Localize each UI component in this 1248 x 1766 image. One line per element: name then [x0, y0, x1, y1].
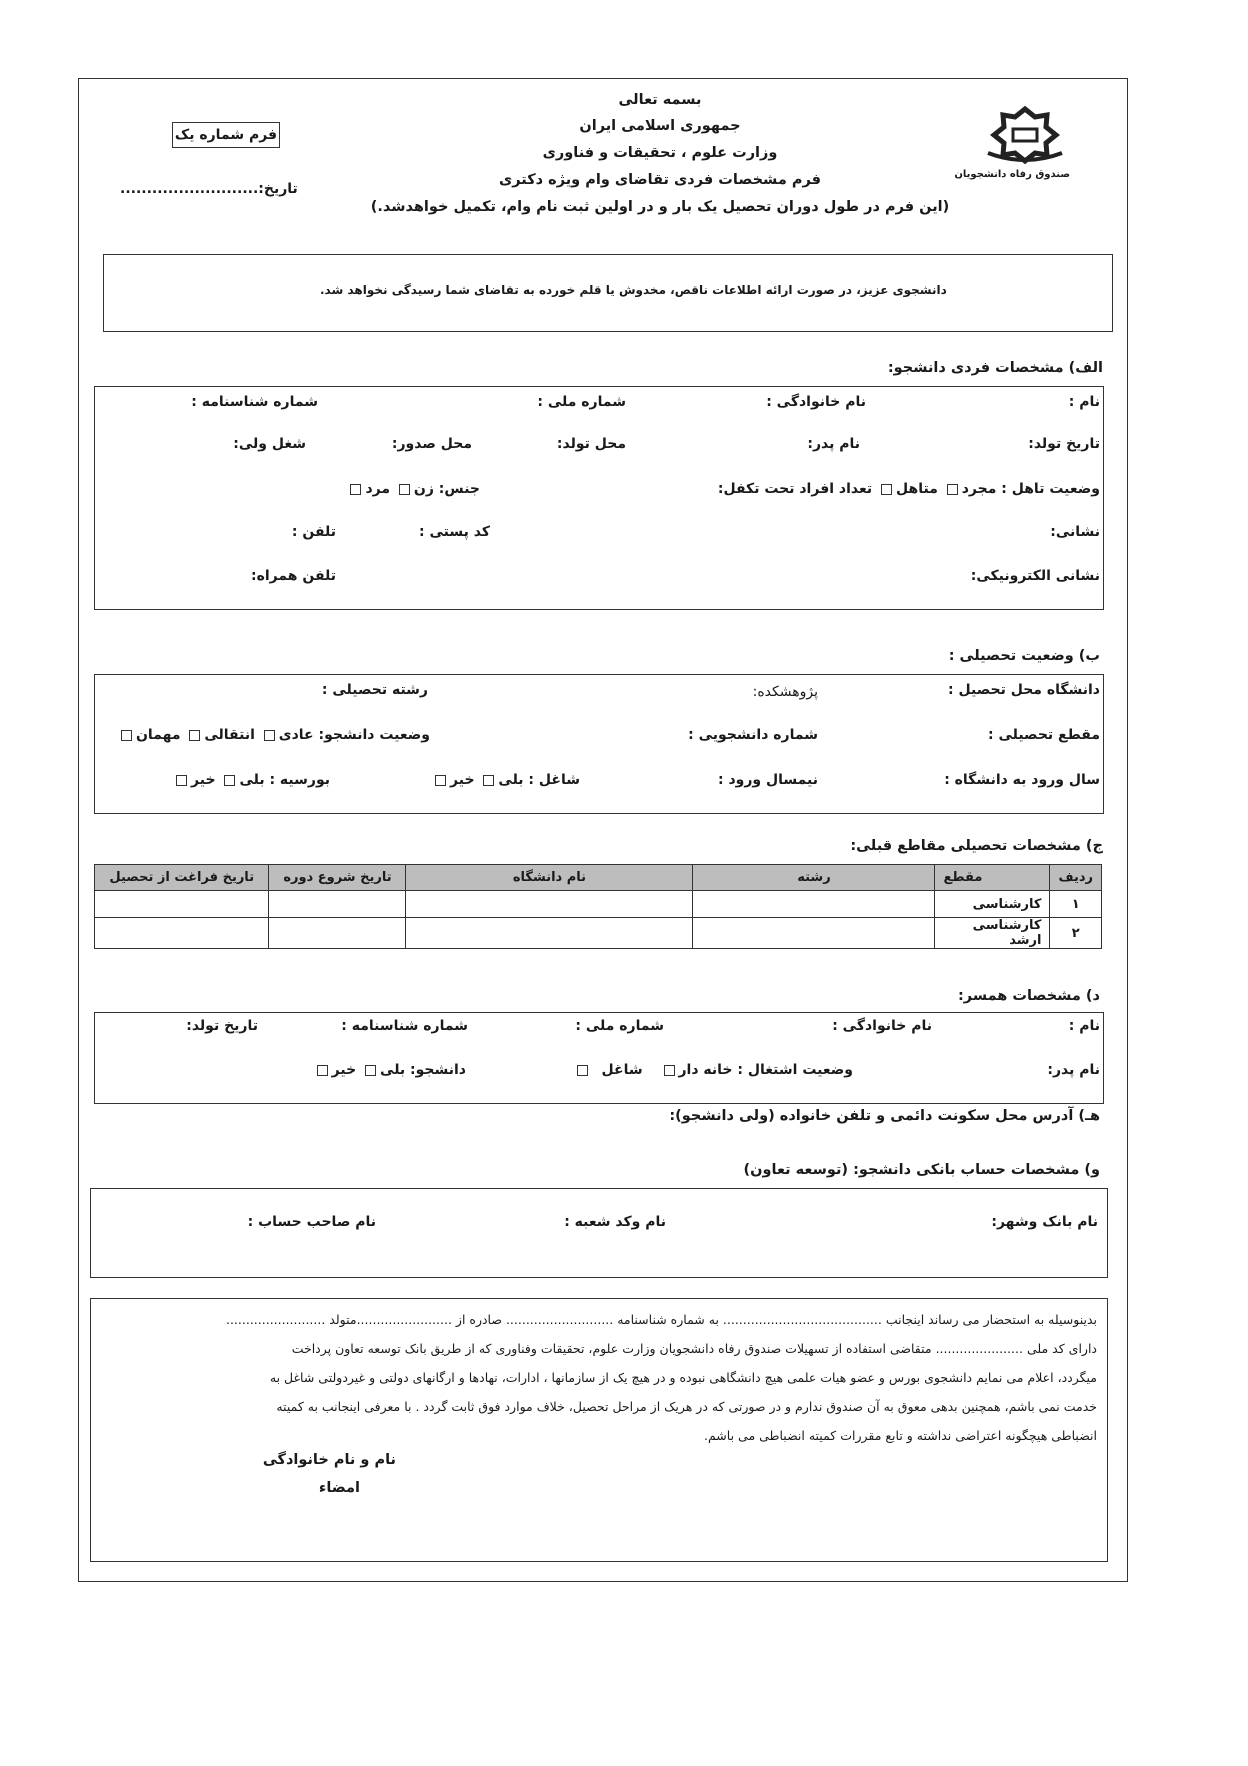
header-bismillah: بسمه تعالی [618, 92, 702, 108]
marital-single-label: وضعیت تاهل : مجرد [961, 481, 1100, 497]
col-major: رشته [693, 865, 935, 891]
student-status-field [117, 727, 430, 743]
declaration-line: بدینوسیله به استحضار می رساند اینجانب ........................................ به شماره شناسنامه ........................... صادره از ........................متولد ......................... [225, 1312, 1097, 1327]
cell-degree: کارشناسی [935, 891, 1050, 918]
status-regular-label: وضعیت دانشجو: عادی [278, 727, 430, 743]
section-c-title: ج) مشخصات تحصیلی مقاطع قبلی: [850, 838, 1103, 854]
mobile-label: تلفن همراه: [251, 568, 336, 584]
declaration-text [100, 1305, 1097, 1450]
spouse-birth-date-label: تاریخ تولد: [186, 1018, 258, 1034]
spouse-employed-checkbox[interactable] [577, 1065, 588, 1076]
fund-logo [954, 105, 1070, 185]
student-birth-date-label: تاریخ تولد: [1028, 436, 1100, 452]
address-label: نشانی: [1050, 524, 1100, 540]
dependents-label: تعداد افراد تحت تکفل: [717, 481, 873, 497]
scholarship-yes-checkbox[interactable] [224, 775, 235, 786]
account-holder-label: نام صاحب حساب : [247, 1214, 376, 1230]
cell-major[interactable] [693, 918, 935, 949]
cell-university[interactable] [406, 918, 693, 949]
student-birth-cert-label: شماره شناسنامه : [191, 394, 318, 410]
spouse-student-field [313, 1062, 466, 1078]
declaration-line: انضباطی هیچگونه اعتراضی نداشته و تابع مقررات کمیته انضباطی می باشم. [704, 1428, 1097, 1443]
section-f-box [90, 1188, 1108, 1278]
student-national-id-label: شماره ملی : [537, 394, 626, 410]
cell-row-number: ۱ [1050, 891, 1102, 918]
form-subtitle: (این فرم در طول دوران تحصیل یک بار و در اولین ثبت نام وام، تکمیل خواهدشد.) [370, 199, 950, 215]
spouse-father-label: نام پدر: [1047, 1062, 1100, 1078]
guardian-job-label: شغل ولی: [233, 436, 306, 452]
scholarship-field [172, 772, 330, 788]
declaration-line: دارای کد ملی ...................... متقاضی استفاده از تسهیلات صندوق رفاه دانشجویان وزارت علوم، تحقیقات وفناوری که از طریق بانک توسعه تعاون پرداخت [291, 1341, 1097, 1356]
fund-logo-text: صندوق رفاه دانشجویان [954, 169, 1070, 180]
spouse-student-yes-label: دانشجو: بلی [380, 1062, 466, 1078]
spouse-student-no-checkbox[interactable] [317, 1065, 328, 1076]
section-d-title: د) مشخصات همسر: [958, 988, 1100, 1004]
student-father-label: نام پدر: [807, 436, 860, 452]
cell-university[interactable] [406, 891, 693, 918]
phone-label: تلفن : [291, 524, 336, 540]
cell-graduation-date[interactable] [95, 891, 269, 918]
spouse-employed-label: شاغل [601, 1062, 643, 1078]
declaration-line: میگردد، اعلام می نمایم دانشجوی بورس و عضو هیات علمی هیچ دانشگاهی نبوده و در هیچ یک از سازمانها ، ادارات، نهادها و ارگانهای دولتی و غیردولتی شاغل به [269, 1370, 1097, 1385]
student-number-label: شماره دانشجویی : [688, 727, 818, 743]
cell-major[interactable] [693, 891, 935, 918]
housewife-label: وضعیت اشتغال : خانه دار [678, 1062, 853, 1078]
section-f-title: و) مشخصات حساب بانکی دانشجو: (توسعه تعاون) [743, 1162, 1100, 1178]
email-label: نشانی الکترونیکی: [970, 568, 1100, 584]
employed-no-label: خیر [450, 772, 475, 788]
scholarship-no-checkbox[interactable] [176, 775, 187, 786]
cell-graduation-date[interactable] [95, 918, 269, 949]
bank-name-label: نام بانک وشهر: [991, 1214, 1098, 1230]
table-row [95, 918, 1102, 949]
spouse-national-id-label: شماره ملی : [575, 1018, 664, 1034]
scholarship-yes-label: بورسیه : بلی [239, 772, 330, 788]
marital-married-label: متاهل [896, 481, 938, 497]
previous-education-table [94, 864, 1102, 949]
scholarship-no-label: خیر [191, 772, 216, 788]
spouse-job-status-field [573, 1062, 853, 1078]
university-label: دانشگاه محل تحصیل : [948, 682, 1100, 698]
col-row-number: ردیف [1050, 865, 1102, 891]
married-checkbox[interactable] [881, 484, 892, 495]
housewife-checkbox[interactable] [664, 1065, 675, 1076]
cell-row-number: ۲ [1050, 918, 1102, 949]
major-label: رشته تحصیلی : [321, 682, 428, 698]
section-b-title: ب) وضعیت تحصیلی : [948, 648, 1100, 664]
gender-female-label: جنس: زن [413, 481, 480, 497]
gender-field [346, 481, 480, 497]
student-family-label: نام خانوادگی : [766, 394, 866, 410]
form-title: فرم مشخصات فردی تقاضای وام ویژه دکتری [499, 172, 821, 188]
section-e-title: هـ) آدرس محل سکونت دائمی و تلفن خانواده (ولی دانشجو): [669, 1108, 1100, 1124]
col-university: نام دانشگاه [406, 865, 693, 891]
status-guest-label: مهمان [135, 727, 181, 743]
table-header-row [95, 865, 1102, 891]
institute-label: پژوهشکده: [752, 684, 818, 700]
date-field[interactable]: تاریخ:.......................... [120, 181, 298, 197]
entry-year-label: سال ورود به دانشگاه : [944, 772, 1100, 788]
marital-status-field [718, 481, 1100, 497]
entry-term-label: نیمسال ورود : [717, 772, 818, 788]
table-row [95, 891, 1102, 918]
cell-degree: کارشناسی ارشد [935, 918, 1050, 949]
spouse-family-label: نام خانوادگی : [832, 1018, 932, 1034]
gender-male-label: مرد [365, 481, 391, 497]
employed-field [431, 772, 580, 788]
form-number-badge: فرم شماره یک [172, 122, 280, 148]
male-checkbox[interactable] [350, 484, 361, 495]
employed-no-checkbox[interactable] [435, 775, 446, 786]
employed-yes-checkbox[interactable] [483, 775, 494, 786]
student-birth-place-label: محل تولد: [556, 436, 626, 452]
fund-logo-icon [980, 105, 1070, 165]
col-graduation-date: تاریخ فراغت از تحصیل [95, 865, 269, 891]
signature-label: امضاء [318, 1480, 360, 1496]
header-ministry: وزارت علوم ، تحقیقات و فناوری [542, 145, 778, 161]
spouse-student-no-label: خیر [331, 1062, 357, 1078]
cell-start-date[interactable] [269, 891, 406, 918]
guest-checkbox[interactable] [121, 730, 132, 741]
header-republic: جمهوری اسلامی ایران [579, 118, 741, 134]
student-name-label: نام : [1068, 394, 1100, 410]
branch-code-label: نام وکد شعبه : [564, 1214, 666, 1230]
single-checkbox[interactable] [947, 484, 958, 495]
signature-name-label: نام و نام خانوادگی [262, 1452, 396, 1468]
section-a-box [94, 386, 1104, 610]
status-transfer-label: انتقالی [204, 727, 255, 743]
female-checkbox[interactable] [399, 484, 410, 495]
regular-checkbox[interactable] [264, 730, 275, 741]
spouse-student-yes-checkbox[interactable] [365, 1065, 376, 1076]
declaration-line: خدمت نمی باشم، همچنین بدهی معوق به آن صندوق ندارم و در صورتی که در هریک از مراحل تحصیل، خلاف موارد فوق ثابت گردد . با معرفی اینجانب به کمیته [276, 1399, 1097, 1414]
cell-start-date[interactable] [269, 918, 406, 949]
degree-level-label: مقطع تحصیلی : [987, 727, 1100, 743]
spouse-name-label: نام : [1068, 1018, 1100, 1034]
spouse-birth-cert-label: شماره شناسنامه : [341, 1018, 468, 1034]
col-start-date: تاریخ شروع دوره [269, 865, 406, 891]
notice-text: دانشجوی عزیز، در صورت ارائه اطلاعات ناقص، مخدوش یا قلم خورده به تقاضای شما رسیدگی نخواهد شد. [320, 283, 947, 297]
postal-code-label: کد پستی : [419, 524, 490, 540]
student-issue-place-label: محل صدور: [391, 436, 472, 452]
section-a-title: الف) مشخصات فردی دانشجو: [887, 360, 1103, 376]
transfer-checkbox[interactable] [189, 730, 200, 741]
employed-yes-label: شاغل : بلی [498, 772, 580, 788]
col-degree: مقطع [935, 865, 1050, 891]
